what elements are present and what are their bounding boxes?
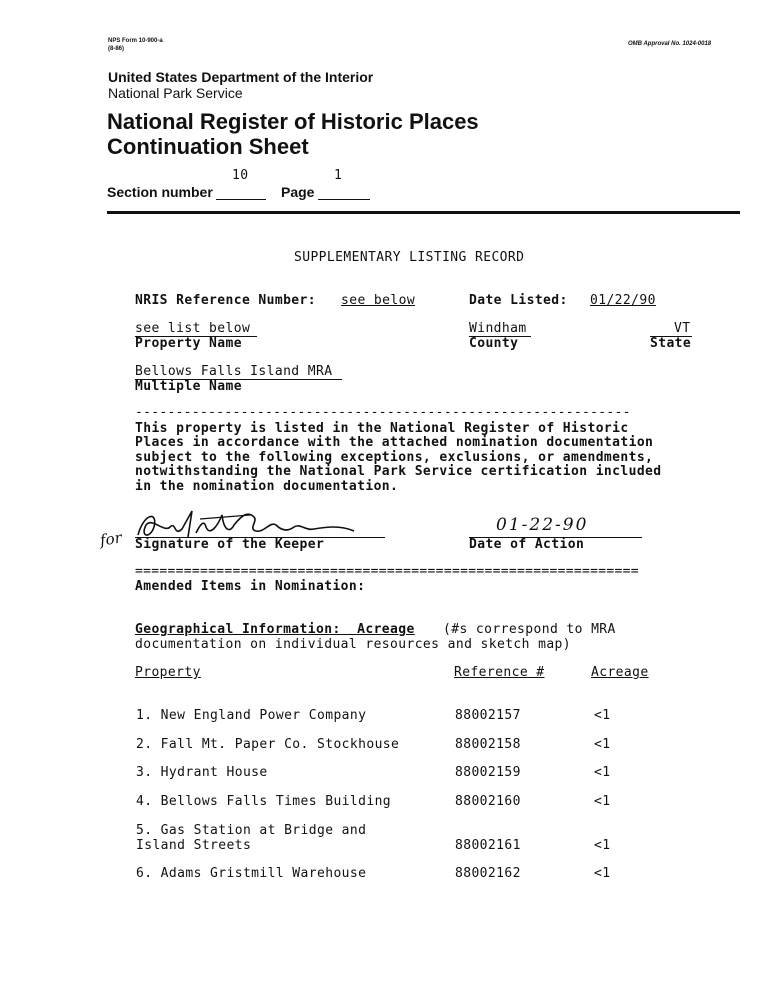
date-listed-label: Date Listed: (469, 293, 568, 308)
state-value: VT (674, 321, 691, 336)
row-acreage: <1 (594, 794, 611, 809)
row-property-continued: Island Streets (136, 838, 252, 853)
page-number-value: 1 (334, 168, 343, 183)
signature-label: Signature of the Keeper (135, 537, 325, 552)
dash-separator: ------------------------------------------------------------- (135, 405, 631, 420)
geo-heading: Geographical Information: Acreage (135, 622, 415, 637)
form-subtitle: Continuation Sheet (107, 134, 309, 159)
row-acreage: <1 (594, 765, 611, 780)
statement-line: notwithstanding the National Park Service certification included (135, 464, 662, 479)
geo-note-line1: (#s correspond to MRA (443, 622, 616, 637)
statement-line: in the nomination documentation. (135, 479, 399, 494)
page-number-line (318, 199, 370, 200)
statement-line: Places in accordance with the attached nomination documentation (135, 435, 654, 450)
county-value: Windham (469, 321, 527, 336)
form-title: National Register of Historic Places (107, 109, 479, 134)
section-number-label: Section number (107, 184, 213, 200)
row-reference: 88002161 (455, 838, 521, 853)
geo-note-line2: documentation on individual resources and sketch map) (135, 637, 572, 652)
department-name: United States Department of the Interior (108, 69, 374, 85)
property-name-label: Property Name (135, 336, 242, 351)
nris-label: NRIS Reference Number: (135, 293, 316, 308)
row-acreage: <1 (594, 708, 611, 723)
state-label: State (650, 336, 692, 351)
amended-items-label: Amended Items in Nomination: (135, 579, 366, 594)
row-acreage: <1 (594, 838, 611, 853)
statement-line: This property is listed in the National Register of Historic (135, 421, 629, 436)
row-property: 3. Hydrant House (136, 765, 268, 780)
row-property: 1. New England Power Company (136, 708, 367, 723)
header-divider (107, 211, 740, 214)
property-name-value: see list below (135, 321, 251, 336)
multiple-name-value: Bellows Falls Island MRA (135, 364, 333, 379)
row-acreage: <1 (594, 737, 611, 752)
row-reference: 88002160 (455, 794, 521, 809)
section-number-line (216, 199, 266, 200)
multiple-name-label: Multiple Name (135, 379, 242, 394)
date-listed-value: 01/22/90 (590, 293, 656, 308)
row-reference: 88002159 (455, 765, 521, 780)
row-property: 2. Fall Mt. Paper Co. Stockhouse (136, 737, 400, 752)
row-reference: 88002157 (455, 708, 521, 723)
form-date: (8-86) (108, 46, 125, 52)
row-property: 6. Adams Gristmill Warehouse (136, 866, 367, 881)
action-date-handwritten: 01-22-90 (496, 515, 589, 535)
page-label: Page (281, 184, 315, 200)
row-acreage: <1 (594, 866, 611, 881)
form-number: NPS Form 10-900-a (108, 38, 163, 44)
column-header-reference: Reference # (454, 665, 545, 680)
equals-separator: ============================================================== (135, 564, 639, 579)
omb-approval: OMB Approval No. 1024-0018 (628, 41, 712, 47)
record-heading: SUPPLEMENTARY LISTING RECORD (294, 250, 525, 265)
column-header-acreage: Acreage (591, 665, 649, 680)
row-property: 4. Bellows Falls Times Building (136, 794, 392, 809)
section-number-value: 10 (232, 168, 249, 183)
service-name: National Park Service (108, 85, 243, 101)
column-header-property: Property (135, 665, 201, 680)
action-date-label: Date of Action (469, 537, 585, 552)
county-label: County (469, 336, 519, 351)
row-reference: 88002162 (455, 866, 521, 881)
signature-prefix: for (98, 528, 123, 550)
row-reference: 88002158 (455, 737, 521, 752)
statement-line: subject to the following exceptions, exclusions, or amendments, (135, 450, 654, 465)
nris-value: see below (341, 293, 416, 308)
row-property: 5. Gas Station at Bridge and (136, 823, 367, 838)
